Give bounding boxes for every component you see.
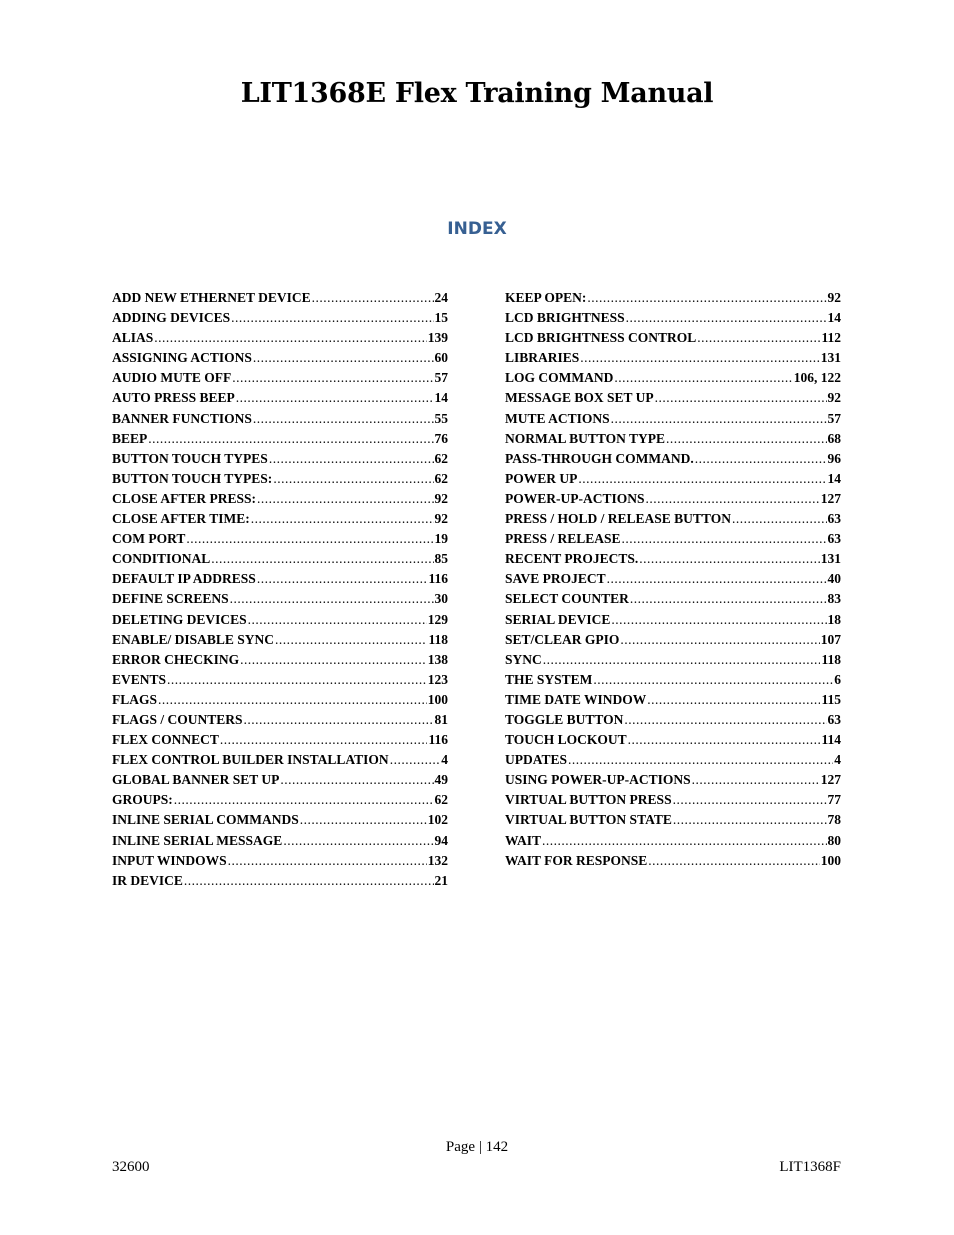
index-column-left (112, 288, 448, 891)
index-page-number: 40 (827, 571, 841, 587)
index-term: CLOSE AFTER TIME: (112, 511, 250, 527)
dot-leader (230, 589, 434, 609)
dot-leader (240, 650, 427, 670)
dot-leader (257, 569, 428, 589)
index-page-number: 138 (427, 651, 448, 667)
index-page-number: 100 (820, 852, 841, 868)
index-page-number: 62 (434, 450, 448, 466)
index-term: PRESS / HOLD / RELEASE BUTTON (505, 511, 731, 527)
index-term: IR DEVICE (112, 872, 183, 888)
dot-leader (211, 549, 433, 569)
dot-leader (283, 831, 433, 851)
index-entry (505, 509, 841, 529)
index-entry (505, 851, 841, 871)
index-page-number: 131 (820, 350, 841, 366)
index-term: FLAGS / COUNTERS (112, 711, 243, 727)
index-entry (505, 610, 841, 630)
index-entry (112, 388, 448, 408)
index-entry (112, 589, 448, 609)
index-entry (505, 831, 841, 851)
index-page-number: 116 (428, 571, 448, 587)
index-entry (112, 288, 448, 308)
dot-leader (186, 529, 433, 549)
index-page-number: 115 (821, 691, 841, 707)
index-page-number: 92 (827, 390, 841, 406)
index-term: BUTTON TOUCH TYPES (112, 450, 268, 466)
index-page-number: 21 (434, 872, 448, 888)
index-entry (505, 328, 841, 348)
index-term: LCD BRIGHTNESS (505, 310, 625, 326)
dot-leader (578, 469, 826, 489)
index-term: INLINE SERIAL MESSAGE (112, 832, 283, 848)
index-term: VIRTUAL BUTTON PRESS (505, 792, 672, 808)
index-term: PRESS / RELEASE (505, 531, 621, 547)
dot-leader (648, 851, 819, 871)
index-entry (112, 750, 448, 770)
index-entry (112, 449, 448, 469)
index-term: COM PORT (112, 531, 186, 547)
index-term: INPUT WINDOWS (112, 852, 227, 868)
index-term: MESSAGE BOX SET UP (505, 390, 654, 406)
index-page-number: 129 (427, 611, 448, 627)
index-page-number: 81 (434, 711, 448, 727)
index-page-number: 57 (434, 370, 448, 386)
index-term: VIRTUAL BUTTON STATE (505, 812, 672, 828)
index-term: THE SYSTEM (505, 671, 593, 687)
index-entry (112, 328, 448, 348)
index-term: ASSIGNING ACTIONS (112, 350, 252, 366)
index-entry (505, 449, 841, 469)
index-term: USING POWER-UP-ACTIONS (505, 772, 691, 788)
index-page-number: 118 (821, 651, 841, 667)
index-entry (505, 388, 841, 408)
index-page-number: 127 (820, 772, 841, 788)
index-entry (505, 650, 841, 670)
index-page-number: 85 (434, 551, 448, 567)
index-page-number: 92 (434, 511, 448, 527)
index-page-number: 63 (827, 511, 841, 527)
index-entry (112, 610, 448, 630)
index-term: CLOSE AFTER PRESS: (112, 490, 257, 506)
index-entry (112, 630, 448, 650)
index-column-right (505, 288, 841, 871)
index-page-number: 62 (434, 470, 448, 486)
index-page-number: 4 (834, 752, 841, 768)
dot-leader (611, 409, 827, 429)
index-term: LCD BRIGHTNESS CONTROL (505, 330, 697, 346)
index-term: RECENT PROJECTS. (505, 551, 639, 567)
index-page-number: 76 (434, 430, 448, 446)
index-page-number: 19 (434, 531, 448, 547)
index-entry (505, 810, 841, 830)
index-term: GROUPS: (112, 792, 173, 808)
index-term: FLAGS (112, 691, 158, 707)
index-entry (505, 549, 841, 569)
index-page-number: 114 (821, 732, 841, 748)
index-term: TOGGLE BUTTON (505, 711, 624, 727)
dot-leader (232, 368, 433, 388)
dot-leader (587, 288, 826, 308)
dot-leader (269, 449, 434, 469)
dot-leader (184, 871, 434, 891)
index-page-number: 107 (820, 631, 841, 647)
index-term: WAIT (505, 832, 542, 848)
index-term: TIME DATE WINDOW (505, 691, 647, 707)
dot-leader (646, 489, 820, 509)
index-term: PASS-THROUGH COMMAND. (505, 450, 694, 466)
index-term: POWER-UP-ACTIONS (505, 490, 645, 506)
index-page-number: 132 (427, 852, 448, 868)
dot-leader (253, 409, 434, 429)
dot-leader (154, 328, 426, 348)
index-page-number: 116 (428, 732, 448, 748)
index-term: AUTO PRESS BEEP (112, 390, 235, 406)
index-term: TOUCH LOCKOUT (505, 732, 627, 748)
dot-leader (593, 670, 833, 690)
index-entry (505, 770, 841, 790)
index-entry (505, 710, 841, 730)
dot-leader (620, 630, 819, 650)
index-page-number: 127 (820, 490, 841, 506)
dot-leader (251, 509, 434, 529)
dot-leader (628, 730, 821, 750)
index-entry (505, 489, 841, 509)
index-page-number: 123 (427, 671, 448, 687)
dot-leader (655, 388, 827, 408)
index-entry (505, 529, 841, 549)
index-entry (505, 670, 841, 690)
index-entry (505, 368, 841, 388)
index-term: FLEX CONTROL BUILDER INSTALLATION (112, 752, 389, 768)
index-page-number: 118 (428, 631, 448, 647)
index-page-number: 139 (427, 330, 448, 346)
index-page-number: 92 (827, 290, 841, 305)
index-entry (112, 348, 448, 368)
dot-leader (697, 328, 820, 348)
index-page-number: 102 (427, 812, 448, 828)
index-entry (112, 810, 448, 830)
index-term: DEFINE SCREENS (112, 591, 229, 607)
index-entry (505, 690, 841, 710)
index-entry (112, 710, 448, 730)
index-term: SELECT COUNTER (505, 591, 629, 607)
dot-leader (275, 630, 427, 650)
index-page-number: 30 (434, 591, 448, 607)
index-page-number: 24 (434, 290, 448, 305)
index-entry (505, 790, 841, 810)
index-entry (112, 871, 448, 891)
index-page-number: 57 (827, 410, 841, 426)
dot-leader (174, 790, 434, 810)
index-term: INLINE SERIAL COMMANDS (112, 812, 299, 828)
dot-leader (543, 650, 821, 670)
dot-leader (253, 348, 434, 368)
index-entry (112, 469, 448, 489)
index-page-number: 100 (427, 691, 448, 707)
dot-leader (732, 509, 827, 529)
dot-leader (611, 610, 826, 630)
dot-leader (158, 690, 427, 710)
index-entry (112, 368, 448, 388)
dot-leader (248, 610, 427, 630)
index-entry (112, 549, 448, 569)
index-term: ADDING DEVICES (112, 310, 231, 326)
index-term: SERIAL DEVICE (505, 611, 611, 627)
index-term: KEEP OPEN: (505, 290, 587, 305)
dot-leader (692, 770, 820, 790)
index-term: BANNER FUNCTIONS (112, 410, 252, 426)
index-term: BEEP (112, 430, 148, 446)
index-page-number: 131 (820, 551, 841, 567)
dot-leader (542, 831, 826, 851)
document-title: LIT1368E Flex Training Manual (240, 78, 714, 109)
index-entry (112, 851, 448, 871)
index-entry (112, 790, 448, 810)
index-page-number: 83 (827, 591, 841, 607)
dot-leader (273, 469, 433, 489)
dot-leader (312, 288, 434, 308)
index-entry (112, 409, 448, 429)
dot-leader (695, 449, 827, 469)
index-page-number: 106, 122 (793, 370, 841, 386)
footer-page-number: Page | 142 (445, 1139, 509, 1155)
index-page-number: 15 (434, 310, 448, 326)
dot-leader (220, 730, 428, 750)
index-term: LIBRARIES (505, 350, 580, 366)
index-term: AUDIO MUTE OFF (112, 370, 232, 386)
index-page-number: 49 (434, 772, 448, 788)
index-entry (505, 429, 841, 449)
dot-leader (607, 569, 827, 589)
index-page-number: 4 (441, 752, 448, 768)
footer-lit-code: LIT1368F (779, 1159, 841, 1175)
index-page-number: 94 (434, 832, 448, 848)
footer-doc-number: 32600 (112, 1159, 150, 1175)
index-term: WAIT FOR RESPONSE (505, 852, 648, 868)
index-entry (112, 831, 448, 851)
index-entry (505, 750, 841, 770)
index-entry (505, 730, 841, 750)
index-term: SYNC (505, 651, 542, 667)
index-page-number: 62 (434, 792, 448, 808)
dot-leader (624, 710, 826, 730)
index-page-number: 14 (434, 390, 448, 406)
index-page-number: 14 (827, 310, 841, 326)
index-entry (112, 569, 448, 589)
dot-leader (236, 388, 434, 408)
dot-leader (280, 770, 433, 790)
index-entry (112, 509, 448, 529)
index-entry (112, 429, 448, 449)
index-entry (112, 308, 448, 328)
index-term: NORMAL BUTTON TYPE (505, 430, 666, 446)
index-page-number: 60 (434, 350, 448, 366)
dot-leader (300, 810, 427, 830)
index-entry (112, 529, 448, 549)
dot-leader (580, 348, 819, 368)
index-entry (505, 569, 841, 589)
index-page-number: 92 (434, 490, 448, 506)
index-term: SAVE PROJECT (505, 571, 606, 587)
index-page-number: 55 (434, 410, 448, 426)
index-page-number: 63 (827, 711, 841, 727)
dot-leader (666, 429, 826, 449)
dot-leader (148, 429, 433, 449)
index-page-number: 77 (827, 792, 841, 808)
index-term: DEFAULT IP ADDRESS (112, 571, 256, 587)
index-page-number: 68 (827, 430, 841, 446)
index-entry (112, 730, 448, 750)
index-term: LOG COMMAND (505, 370, 614, 386)
dot-leader (647, 690, 820, 710)
index-heading: INDEX (447, 219, 507, 239)
dot-leader (626, 308, 827, 328)
index-entry (505, 348, 841, 368)
index-page-number: 14 (827, 470, 841, 486)
index-entry (112, 670, 448, 690)
index-entry (505, 630, 841, 650)
index-term: BUTTON TOUCH TYPES: (112, 470, 273, 486)
index-page-number: 18 (827, 611, 841, 627)
index-entry (112, 770, 448, 790)
index-page-number: 80 (827, 832, 841, 848)
index-term: ENABLE/ DISABLE SYNC (112, 631, 275, 647)
index-entry (505, 308, 841, 328)
dot-leader (390, 750, 441, 770)
dot-leader (167, 670, 427, 690)
dot-leader (244, 710, 434, 730)
dot-leader (257, 489, 433, 509)
dot-leader (568, 750, 833, 770)
index-term: DELETING DEVICES (112, 611, 247, 627)
index-term: MUTE ACTIONS (505, 410, 610, 426)
dot-leader (673, 810, 827, 830)
dot-leader (228, 851, 427, 871)
index-page-number: 96 (827, 450, 841, 466)
index-term: GLOBAL BANNER SET UP (112, 772, 280, 788)
dot-leader (630, 589, 827, 609)
index-page-number: 6 (834, 671, 841, 687)
index-term: ALIAS (112, 330, 154, 346)
index-page-number: 63 (827, 531, 841, 547)
dot-leader (614, 368, 792, 388)
index-term: FLEX CONNECT (112, 732, 219, 748)
dot-leader (673, 790, 827, 810)
index-term: EVENTS (112, 671, 167, 687)
index-term: ERROR CHECKING (112, 651, 240, 667)
index-entry (505, 409, 841, 429)
index-entry (112, 489, 448, 509)
index-term: UPDATES (505, 752, 568, 768)
dot-leader (639, 549, 819, 569)
dot-leader (231, 308, 433, 328)
index-term: SET/CLEAR GPIO (505, 631, 620, 647)
index-term: ADD NEW ETHERNET DEVICE (112, 290, 311, 305)
dot-leader (622, 529, 827, 549)
index-entry (505, 469, 841, 489)
index-entry (112, 650, 448, 670)
index-entry (505, 288, 841, 308)
index-term: POWER UP (505, 470, 578, 486)
index-page-number: 112 (821, 330, 841, 346)
index-term: CONDITIONAL (112, 551, 211, 567)
index-page-number: 78 (827, 812, 841, 828)
index-entry (112, 690, 448, 710)
index-entry (505, 589, 841, 609)
